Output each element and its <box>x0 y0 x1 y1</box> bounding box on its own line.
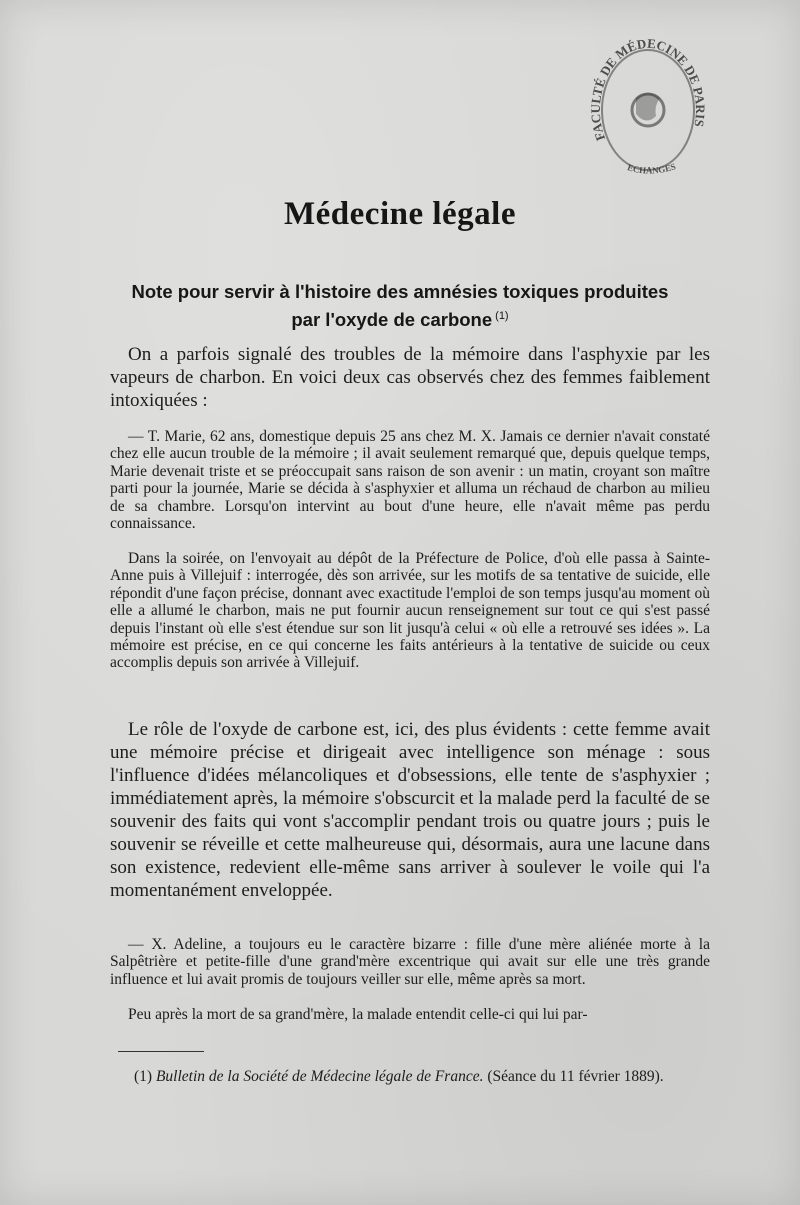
stamp-bottom-text: ECHANGES <box>626 161 677 176</box>
case1-paragraph-1: — T. Marie, 62 ans, domestique depuis 25 ans chez M. X. Jamais ce dernier n'avait constaté chez elle aucun trouble de la mémoire ; il avait seulement remarqué que, depuis quelque temps, Marie devenait triste et se préoccupait sans raison de son avenir : un matin, croyant son maître parti pour la journée, Marie se décida à s'asphyxier et alluma un réchaud de charbon au milieu de sa chambre. Lorsqu'on intervint au bout d'une heure, elle n'avait même pas perdu connaissance. <box>110 428 710 533</box>
footnote-source: Bulletin de la Société de Médecine légale de France. <box>155 1068 484 1085</box>
commentary-paragraph: Le rôle de l'oxyde de carbone est, ici, des plus évidents : cette femme avait une mémoire précise et dirigeait avec intelligence son ménage : sous l'influence d'idées mélancoliques et d'obsessions, elle tente de s'asphyxier ; immédiatement après, la mémoire s'obscurcit et la malade perd la faculté de se souvenir des faits qui vont s'accomplir pendant trois ou quatre jours ; puis le souvenir se réveille et cette malheureuse qui, désormais, aura une lacune dans son existence, redevient elle-même sans arriver à soulever le voile qui l'a momentanément enveloppée. <box>110 719 710 901</box>
footnote-separator <box>118 1051 204 1052</box>
case1-paragraph-2: Dans la soirée, on l'envoyait au dépôt de la Préfecture de Police, d'où elle passa à Sainte-Anne puis à Villejuif : interrogée, dès son arrivée, sur les motifs de sa tentative de suicide, elle répondit d'une façon précise, donnant avec exactitude l'emploi de son temps jusqu'au moment où elle a allumé le charbon, mais ne put fournir aucun renseignement sur tout ce qui s'est passé depuis l'instant où elle s'est étendue sur son lit jusqu'à celui « où elle a retrouvé ses idées ». La mémoire est précise, en ce qui concerne les faits antérieurs à la tentative de suicide ou ceux accomplis depuis son arrivée à Villejuif. <box>110 550 710 672</box>
case2-paragraph-2: Peu après la mort de sa grand'mère, la malade entendit celle-ci qui lui par- <box>128 1006 588 1023</box>
stamp-text: FACULTÉ DE MÉDECINE DE P S <box>588 35 706 143</box>
title-footnote-marker: (1) <box>495 310 509 322</box>
svg-text:ECHANGES <box>626 161 677 175</box>
footnote <box>110 1068 710 1086</box>
intro-paragraph: On a parfois signalé des troubles de la mémoire dans l'asphyxie par les vapeurs de charbon. En voici deux cas observés chez des femmes faiblement intoxiquées : <box>110 344 710 411</box>
footnote-marker: (1) <box>134 1068 153 1085</box>
case2-paragraph-1: — X. Adeline, a toujours eu le caractère bizarre : fille d'une mère aliénée morte à la Salpêtrière et petite-fille d'une grand'mère excentrique qui avait sur elle une très grande influence et lui avait promis de toujours veiller sur elle, même après sa mort. <box>110 936 710 988</box>
library-stamp <box>588 28 706 188</box>
article-title-text: Note pour servir à l'histoire des amnésies toxiques produites par l'oxyde de carbone <box>131 281 669 331</box>
page-title: Médecine légale <box>284 196 516 232</box>
footnote-rest: (Séance du 11 février 1889). <box>487 1068 664 1085</box>
article-title <box>130 279 670 332</box>
